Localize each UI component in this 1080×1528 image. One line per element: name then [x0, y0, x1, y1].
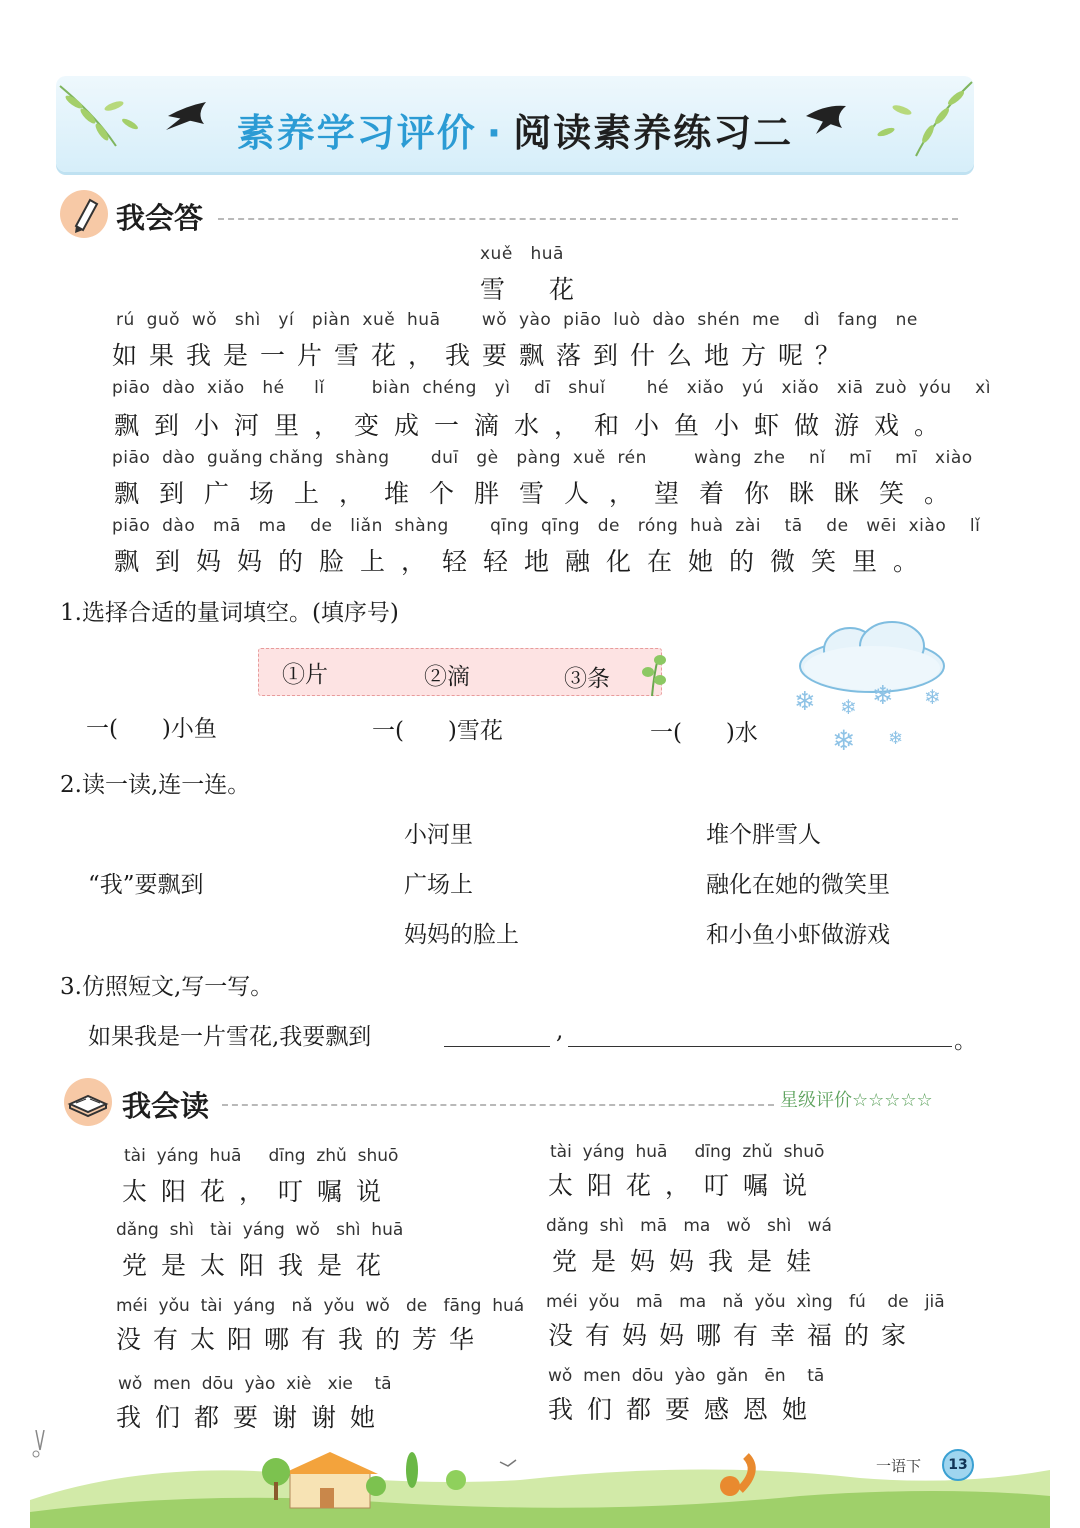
page-title — [56, 102, 974, 157]
write-blank-2[interactable] — [568, 1046, 952, 1047]
title-dot: · — [486, 111, 504, 155]
grade-label: 一语下 — [876, 1457, 922, 1475]
poem-right-1-pinyin: tài yáng huā dīng zhǔ shuō — [550, 1142, 825, 1162]
bird-icon — [500, 1460, 516, 1466]
write-blank-1[interactable] — [444, 1046, 550, 1047]
poem-right-2-pinyin: dǎng shì mā ma wǒ shì wá — [546, 1216, 832, 1236]
book-icon — [64, 1078, 112, 1126]
scissors-icon — [33, 1430, 44, 1457]
svg-text:❄: ❄ — [924, 685, 941, 709]
section-title-answer: 我会答 — [116, 201, 204, 235]
option-1: ①片 — [282, 662, 328, 688]
blank-fish[interactable]: 一( )小鱼 — [86, 716, 217, 742]
svg-text:❄: ❄ — [840, 695, 857, 719]
passage-line-3-pinyin: piāo dào guǎng chǎng shàng duī gè pàng xuě rén wàng zhe nǐ mī mī xiào — [112, 448, 973, 468]
question-1-prompt: 1.选择合适的量词填空。(填序号) — [60, 600, 399, 626]
imitation-comma: , — [556, 1018, 564, 1044]
poem-right-4-pinyin: wǒ men dōu yào gǎn ēn tā — [548, 1366, 825, 1386]
title-part2: 阅读素养练习二 — [513, 111, 794, 155]
page-number: 13 — [942, 1449, 974, 1481]
match-action-3[interactable]: 和小鱼小虾做游戏 — [706, 922, 890, 948]
poem-left-1-pinyin: tài yáng huā dīng zhǔ shuō — [124, 1146, 399, 1166]
passage-title: 雪 花 — [480, 275, 592, 304]
star-rating-label[interactable]: 星级评价☆☆☆☆☆ — [780, 1090, 933, 1111]
house-icon — [282, 1452, 378, 1508]
passage-line-3: 飘到广场上，堆个胖雪人，望着你眯眯笑。 — [114, 479, 970, 508]
svg-text:❄: ❄ — [832, 724, 856, 757]
footer-landscape-illustration — [0, 1430, 1080, 1528]
passage-line-4: 飘到妈妈的脸上，轻轻地融化在她的微笑里。 — [114, 547, 935, 576]
passage-line-2: 飘到小河里，变成一滴水，和小鱼小虾做游戏。 — [114, 411, 955, 440]
poem-right-4: 我们都要感恩她 — [548, 1395, 822, 1424]
poem-left-2: 党是太阳我是花 — [122, 1251, 396, 1280]
question-2-prompt: 2.读一读,连一连。 — [60, 772, 251, 798]
imitation-period: 。 — [954, 1028, 977, 1054]
poem-right-3: 没有妈妈哪有幸福的家 — [548, 1321, 919, 1350]
poem-left-4: 我们都要谢谢她 — [116, 1403, 390, 1432]
match-subject: “我”要飘到 — [88, 872, 204, 898]
imitation-sentence-start: 如果我是一片雪花,我要飘到 — [88, 1024, 372, 1050]
match-place-1[interactable]: 小河里 — [404, 822, 473, 848]
question-3-prompt: 3.仿照短文,写一写。 — [60, 974, 274, 1000]
poem-left-4-pinyin: wǒ men dōu yào xiè xie tā — [118, 1374, 392, 1394]
passage-line-4-pinyin: piāo dào mā ma de liǎn shàng qīng qīng de róng huà zài tā de wēi xiào lǐ — [112, 516, 981, 536]
section-title-read: 我会读 — [122, 1089, 210, 1123]
match-place-3[interactable]: 妈妈的脸上 — [404, 922, 519, 948]
section-divider — [218, 218, 958, 220]
blank-snowflake[interactable]: 一( )雪花 — [372, 718, 503, 744]
poem-right-3-pinyin: méi yǒu mā ma nǎ yǒu xìng fú de jiā — [546, 1292, 945, 1312]
match-action-1[interactable]: 堆个胖雪人 — [706, 822, 821, 848]
passage-line-1-pinyin: rú guǒ wǒ shì yí piàn xuě huā wǒ yào piāo luò dào shén me dì fang ne — [116, 310, 918, 330]
option-3: ③条 — [564, 666, 610, 692]
sprout-icon — [636, 650, 670, 698]
pencil-icon — [60, 190, 108, 238]
passage-line-1: 如果我是一片雪花，我要飘落到什么地方呢？ — [112, 341, 853, 370]
passage-line-2-pinyin: piāo dào xiǎo hé lǐ biàn chéng yì dī shuǐ hé xiǎo yú xiǎo xiā zuò yóu xì — [112, 378, 991, 398]
option-2: ②滴 — [424, 664, 470, 690]
poem-right-1: 太阳花，叮嘱说 — [548, 1171, 822, 1200]
poem-right-2: 党是妈妈我是娃 — [552, 1247, 826, 1276]
svg-text:❄: ❄ — [872, 681, 894, 711]
passage-title-pinyin: xuě huā — [480, 244, 564, 264]
title-part1: 素养学习评价 — [236, 111, 477, 155]
match-action-2[interactable]: 融化在她的微笑里 — [706, 872, 890, 898]
poem-left-1: 太阳花，叮嘱说 — [122, 1177, 396, 1206]
cloud-snowflakes-icon — [792, 618, 962, 758]
poem-left-3: 没有太阳哪有我的芳华 — [116, 1325, 487, 1354]
poem-left-2-pinyin: dǎng shì tài yáng wǒ shì huā — [116, 1220, 404, 1240]
poem-left-3-pinyin: méi yǒu tài yáng nǎ yǒu wǒ de fāng huá — [116, 1296, 525, 1316]
svg-text:❄: ❄ — [794, 687, 816, 717]
svg-text:❄: ❄ — [888, 728, 904, 749]
blank-water[interactable]: 一( )水 — [650, 720, 758, 746]
section-divider-2 — [222, 1104, 774, 1106]
header-banner — [56, 76, 974, 172]
match-place-2[interactable]: 广场上 — [404, 872, 473, 898]
